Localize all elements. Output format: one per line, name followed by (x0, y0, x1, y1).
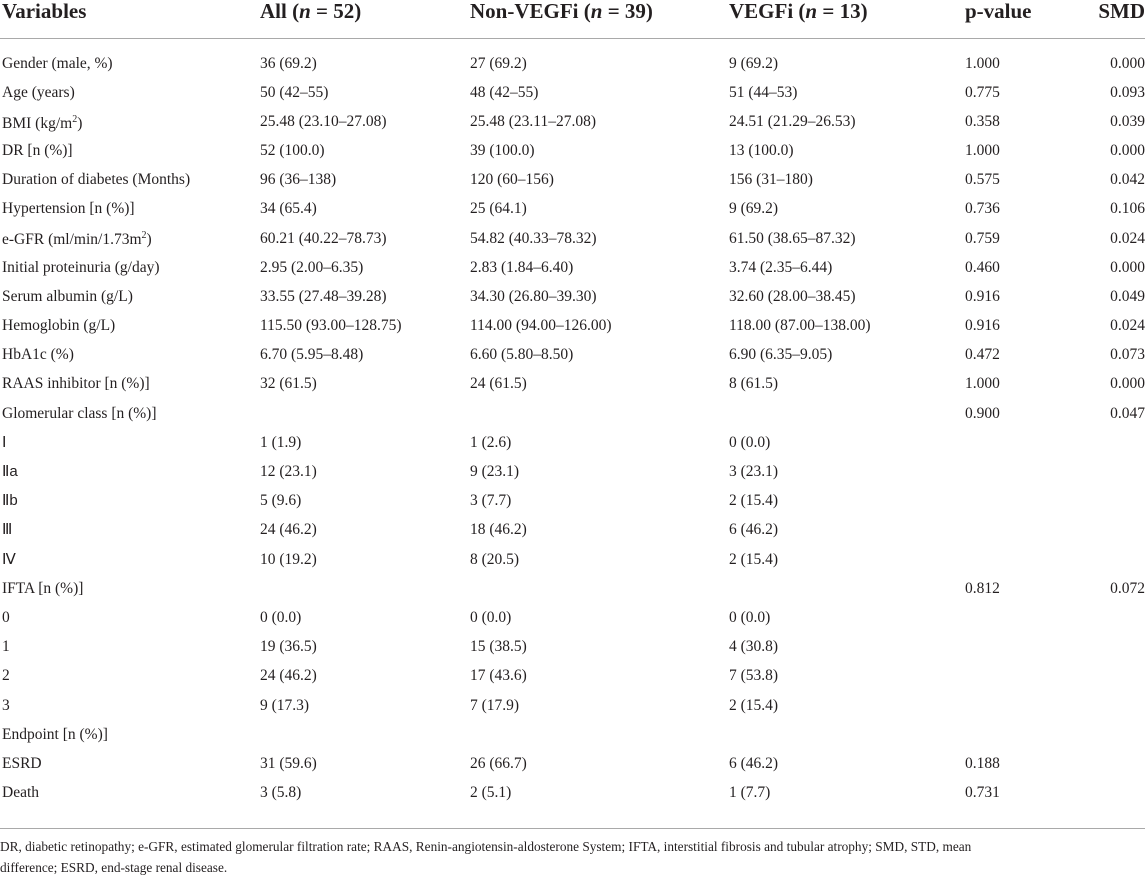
cell-smd (1095, 633, 1145, 662)
cell-p-value: 0.736 (965, 200, 1000, 218)
column-header: VEGFi (n = 13) (729, 0, 965, 39)
table-row (0, 457, 1145, 486)
cell-vegfi: 32.60 (28.00–38.45) (729, 287, 856, 305)
cell-non-vegfi: 26 (66.7) (470, 754, 527, 772)
column-header: SMD (1095, 0, 1145, 39)
cell-p-value: 0.575 (965, 171, 1000, 189)
cell-non-vegfi: 27 (69.2) (470, 54, 527, 72)
cell-vegfi: 9 (69.2) (729, 200, 779, 218)
cell-smd: 0.039 (1110, 112, 1145, 130)
table-row (0, 341, 1145, 370)
cell-smd (1095, 428, 1145, 457)
cell-vegfi: 2 (15.4) (729, 550, 779, 568)
table-row (0, 39, 1145, 79)
cell-smd: 0.073 (1110, 346, 1145, 364)
cell-p-value: 0.900 (965, 404, 1000, 422)
table-footnote (0, 836, 1140, 878)
cell-smd: 0.000 (1110, 141, 1145, 159)
cell-smd (1095, 720, 1145, 749)
cell-smd: 0.000 (1110, 54, 1145, 72)
cell-non-vegfi: 25 (64.1) (470, 200, 527, 218)
cell-all: 52 (100.0) (260, 141, 325, 159)
cell-all: 24 (46.2) (260, 667, 317, 685)
header-row (0, 0, 1145, 39)
cell-all: 10 (19.2) (260, 550, 317, 568)
cell-vegfi: 3 (23.1) (729, 463, 779, 481)
cell-non-vegfi: 54.82 (40.33–78.32) (470, 229, 597, 247)
cell-non-vegfi: 1 (2.6) (470, 433, 512, 451)
cell-smd (1095, 457, 1145, 486)
footnote-line-1: DR, diabetic retinopathy; e-GFR, estimated glomerular filtration rate; RAAS, Renin-angiotensin-aldosterone System; IFTA, interstitial fibrosis and tubular atrophy; SMD, STD, mean (0, 839, 972, 854)
cell-smd: 0.024 (1110, 229, 1145, 247)
row-label: Ⅱb (2, 492, 18, 510)
table-row (0, 224, 1145, 253)
table-row (0, 428, 1145, 457)
cell-p-value: 0.358 (965, 112, 1000, 130)
cell-p-value: 0.460 (965, 258, 1000, 276)
cell-vegfi: 51 (44–53) (729, 83, 798, 101)
row-label: Ⅲ (2, 521, 13, 539)
cell-all: 25.48 (23.10–27.08) (260, 112, 387, 130)
cell-non-vegfi: 3 (7.7) (470, 492, 512, 510)
cell-smd: 0.000 (1110, 375, 1145, 393)
row-label: ESRD (2, 754, 42, 772)
footnote-line-2: difference; ESRD, end-stage renal disease. (0, 860, 228, 875)
cell-p-value (965, 487, 1095, 516)
table-row (0, 487, 1145, 516)
cell-p-value (965, 691, 1095, 720)
cell-p-value: 0.916 (965, 287, 1000, 305)
cell-all: 60.21 (40.22–78.73) (260, 229, 387, 247)
cell-vegfi: 2 (15.4) (729, 696, 779, 714)
cell-p-value (965, 428, 1095, 457)
bottom-rule (0, 828, 1145, 829)
column-header: Non-VEGFi (n = 39) (470, 0, 729, 39)
row-label: 2 (2, 667, 10, 685)
cell-vegfi: 6.90 (6.35–9.05) (729, 346, 833, 364)
cell-non-vegfi: 2 (5.1) (470, 784, 512, 802)
table-row (0, 779, 1145, 808)
cell-p-value: 0.812 (965, 579, 1000, 597)
cell-vegfi (729, 720, 965, 749)
cell-all: 31 (59.6) (260, 754, 317, 772)
cell-all (260, 399, 470, 428)
cell-vegfi: 0 (0.0) (729, 608, 771, 626)
cell-all: 5 (9.6) (260, 492, 302, 510)
cell-non-vegfi: 25.48 (23.11–27.08) (470, 112, 596, 130)
cell-p-value: 0.731 (965, 784, 1000, 802)
row-label: 3 (2, 696, 10, 714)
table-row (0, 282, 1145, 311)
table-row (0, 603, 1145, 632)
cell-p-value (965, 457, 1095, 486)
row-label: Ⅳ (2, 550, 16, 568)
cell-p-value (965, 662, 1095, 691)
cell-all: 12 (23.1) (260, 463, 317, 481)
cell-vegfi: 4 (30.8) (729, 638, 779, 656)
table-row (0, 166, 1145, 195)
cell-vegfi: 61.50 (38.65–87.32) (729, 229, 856, 247)
cell-non-vegfi: 0 (0.0) (470, 608, 512, 626)
row-label: Glomerular class [n (%)] (2, 404, 157, 422)
cell-all: 0 (0.0) (260, 608, 302, 626)
column-header: Variables (0, 0, 260, 39)
cell-non-vegfi: 9 (23.1) (470, 463, 520, 481)
cell-vegfi: 7 (53.8) (729, 667, 779, 685)
cell-smd (1095, 603, 1145, 632)
cell-non-vegfi: 24 (61.5) (470, 375, 527, 393)
table-row (0, 370, 1145, 399)
table-row (0, 253, 1145, 282)
table-row (0, 399, 1145, 428)
cell-all (260, 720, 470, 749)
table-row (0, 662, 1145, 691)
cell-all: 3 (5.8) (260, 784, 302, 802)
cell-p-value: 1.000 (965, 141, 1000, 159)
cell-vegfi: 13 (100.0) (729, 141, 794, 159)
row-label: IFTA [n (%)] (2, 579, 84, 597)
table-row (0, 136, 1145, 165)
table-row (0, 107, 1145, 136)
cell-all: 19 (36.5) (260, 638, 317, 656)
table-row (0, 749, 1145, 778)
row-label: RAAS inhibitor [n (%)] (2, 375, 150, 393)
row-label: 1 (2, 638, 10, 656)
table-row (0, 691, 1145, 720)
row-label: DR [n (%)] (2, 141, 73, 159)
cell-vegfi: 24.51 (21.29–26.53) (729, 112, 856, 130)
table-row (0, 720, 1145, 749)
row-label: e-GFR $(ml/\min/1.73m^2)$ (2, 230, 152, 249)
cell-smd (1095, 662, 1145, 691)
cell-p-value (965, 516, 1095, 545)
cell-vegfi: 1 (7.7) (729, 784, 771, 802)
cell-non-vegfi: 8 (20.5) (470, 550, 520, 568)
row-label: Initial proteinuria (g/day) (2, 258, 160, 276)
cell-p-value: 0.188 (965, 754, 1000, 772)
cell-all: 96 (36–138) (260, 171, 337, 189)
cell-smd: 0.000 (1110, 258, 1145, 276)
row-label: Age (years) (2, 83, 75, 101)
cell-vegfi: 0 (0.0) (729, 433, 771, 451)
cell-non-vegfi: 15 (38.5) (470, 638, 527, 656)
cell-p-value (965, 633, 1095, 662)
table-row (0, 545, 1145, 574)
cell-smd (1095, 545, 1145, 574)
cell-vegfi: 8 (61.5) (729, 375, 779, 393)
cell-non-vegfi: 6.60 (5.80–8.50) (470, 346, 574, 364)
cell-p-value (965, 545, 1095, 574)
table-row (0, 312, 1145, 341)
cell-smd: 0.024 (1110, 317, 1145, 335)
cell-all: 32 (61.5) (260, 375, 317, 393)
cell-p-value: 0.916 (965, 317, 1000, 335)
column-header: All (n = 52) (260, 0, 470, 39)
cell-smd: 0.106 (1110, 200, 1145, 218)
cell-all: 50 (42–55) (260, 83, 329, 101)
cell-smd (1095, 516, 1145, 545)
cell-all (260, 574, 470, 603)
cell-non-vegfi: 114.00 (94.00–126.00) (470, 317, 612, 335)
row-label: Gender (male, %) (2, 54, 113, 72)
cell-smd (1095, 779, 1145, 808)
cell-p-value (965, 603, 1095, 632)
cell-smd (1095, 749, 1145, 778)
column-header: p-value (965, 0, 1095, 39)
cell-all: 9 (17.3) (260, 696, 310, 714)
cell-smd: 0.072 (1110, 579, 1145, 597)
row-label: Ⅱa (2, 463, 18, 481)
cell-vegfi: 9 (69.2) (729, 54, 779, 72)
cell-vegfi: 2 (15.4) (729, 492, 779, 510)
cell-vegfi: 6 (46.2) (729, 754, 779, 772)
cell-p-value: 0.759 (965, 229, 1000, 247)
cell-non-vegfi: 7 (17.9) (470, 696, 520, 714)
cell-non-vegfi (470, 574, 729, 603)
cell-vegfi: 6 (46.2) (729, 521, 779, 539)
cell-smd: 0.042 (1110, 171, 1145, 189)
cell-non-vegfi: 39 (100.0) (470, 141, 535, 159)
cell-non-vegfi: 120 (60–156) (470, 171, 554, 189)
row-label: Serum albumin (g/L) (2, 287, 133, 305)
row-label: Death (2, 784, 40, 802)
cell-non-vegfi: 48 (42–55) (470, 83, 539, 101)
cell-vegfi (729, 574, 965, 603)
row-label: 0 (2, 608, 10, 626)
cell-p-value (965, 720, 1095, 749)
cell-all: 1 (1.9) (260, 433, 302, 451)
cell-non-vegfi (470, 399, 729, 428)
cell-vegfi: 156 (31–180) (729, 171, 813, 189)
cell-vegfi: 118.00 (87.00–138.00) (729, 317, 871, 335)
cell-all: 36 (69.2) (260, 54, 317, 72)
cell-all: 2.95 (2.00–6.35) (260, 258, 364, 276)
row-label: Endpoint [n (%)] (2, 725, 108, 743)
row-label: HbA1c (%) (2, 346, 74, 364)
row-label: Duration of diabetes (Months) (2, 171, 191, 189)
cell-all: 6.70 (5.95–8.48) (260, 346, 364, 364)
cell-all: 34 (65.4) (260, 200, 317, 218)
row-label: Ⅰ (2, 433, 7, 451)
cell-smd: 0.047 (1110, 404, 1145, 422)
cell-p-value: 1.000 (965, 375, 1000, 393)
cell-non-vegfi: 2.83 (1.84–6.40) (470, 258, 574, 276)
row-label: Hypertension [n (%)] (2, 200, 135, 218)
table-header (0, 0, 1145, 39)
cell-vegfi (729, 399, 965, 428)
cell-non-vegfi: 18 (46.2) (470, 521, 527, 539)
table-row (0, 78, 1145, 107)
row-label: Hemoglobin (g/L) (2, 317, 116, 335)
table-row (0, 195, 1145, 224)
cell-all: 33.55 (27.48–39.28) (260, 287, 387, 305)
cell-non-vegfi: 34.30 (26.80–39.30) (470, 287, 597, 305)
cell-smd: 0.049 (1110, 287, 1145, 305)
cell-p-value: 1.000 (965, 54, 1000, 72)
table-row (0, 516, 1145, 545)
cell-smd (1095, 691, 1145, 720)
row-label: BMI $(kg/m^2)$ (2, 113, 83, 132)
cell-non-vegfi (470, 720, 729, 749)
cell-smd: 0.093 (1110, 83, 1145, 101)
cell-non-vegfi: 17 (43.6) (470, 667, 527, 685)
cell-smd (1095, 487, 1145, 516)
cell-all: 24 (46.2) (260, 521, 317, 539)
cell-p-value: 0.775 (965, 83, 1000, 101)
table-body (0, 39, 1145, 808)
table-row (0, 633, 1145, 662)
cell-all: 115.50 (93.00–128.75) (260, 317, 402, 335)
cell-vegfi: 3.74 (2.35–6.44) (729, 258, 833, 276)
cell-p-value: 0.472 (965, 346, 1000, 364)
table-row (0, 574, 1145, 603)
